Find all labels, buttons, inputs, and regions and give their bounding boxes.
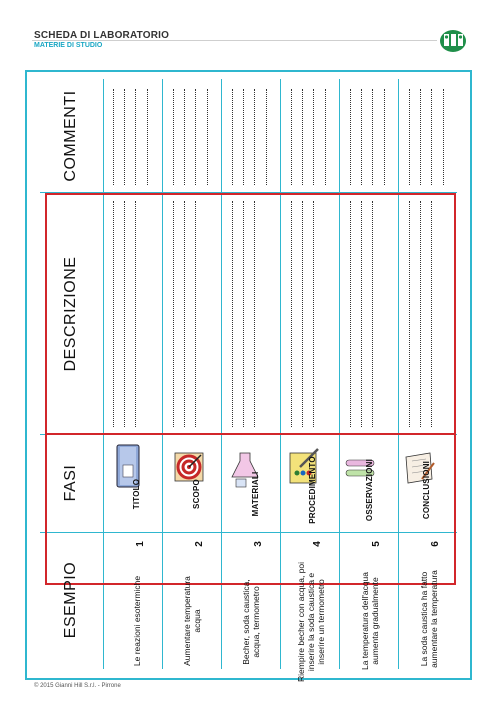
row-number: 4 [311,541,323,547]
header-esempio: ESEMPIO [62,561,79,639]
dvd-logo-icon [438,26,468,54]
comment-line [135,89,136,185]
description-line [243,201,244,427]
description-line [135,201,136,427]
comment-line [113,89,114,185]
comment-line [325,89,326,185]
header-descrizione: DESCRIZIONE [62,256,79,372]
fase-label: OSSERVAZIONI [364,458,374,522]
description-line [291,201,292,427]
description-line [302,201,303,427]
description-line [232,201,233,427]
comment-line [302,89,303,185]
description-line [173,201,174,427]
example-text: La temperatura dell'acqua aumenta gradualmente [359,571,380,671]
example-text: La soda caustica ha fatto aumentare la temperatura [418,570,439,668]
highlight-divider [45,433,456,435]
header-rule [32,40,437,41]
fase-label: SCOPO [191,479,201,509]
fasi-descrizione-highlight [45,193,456,585]
comment-line [350,89,351,185]
description-line [361,201,362,427]
description-line [254,201,255,427]
comment-line [431,89,432,185]
comment-line [207,89,208,185]
comment-line [147,89,148,185]
description-line [409,201,410,427]
description-line [372,201,373,427]
row-number: 5 [370,541,382,547]
description-line [431,201,432,427]
copyright-footer: © 2015 Gianni Hill S.r.l. - Pirrone [34,683,121,689]
comment-line [443,89,444,185]
comment-line [195,89,196,185]
comment-line [232,89,233,185]
comment-line [173,89,174,185]
header-commenti: COMMENTI [62,90,79,182]
comment-line [409,89,410,185]
comment-line [384,89,385,185]
comment-line [361,89,362,185]
description-line [184,201,185,427]
comment-line [291,89,292,185]
row-number: 1 [134,541,146,547]
header-title: SCHEDA DI LABORATORIO [34,30,170,41]
header-fasi: FASI [62,464,79,502]
header-subtitle: MATERIE DI STUDIO [34,42,103,49]
comment-line [266,89,267,185]
fase-label: PROCEDIMENTO [307,456,317,524]
fase-label: MATERIALI [250,471,260,517]
comment-line [254,89,255,185]
comment-line [184,89,185,185]
fase-label: TITOLO [131,478,141,510]
example-text: Le reazioni esotermiche [131,575,142,667]
description-line [313,201,314,427]
example-text: Aumentare temperatura acqua [181,576,202,666]
description-line [113,201,114,427]
comment-line [124,89,125,185]
row-number: 2 [193,541,205,547]
description-line [350,201,351,427]
row-number: 3 [252,541,264,547]
row-number: 6 [429,541,441,547]
description-line [124,201,125,427]
description-line [420,201,421,427]
comment-line [372,89,373,185]
comment-line [243,89,244,185]
description-line [195,201,196,427]
example-text: Riempire becher con acqua, poi inserire la soda caustica e inserire un termometro [295,561,327,682]
comment-line [313,89,314,185]
comment-line [420,89,421,185]
fase-label: CONCLUSIONI [421,460,431,520]
example-text: Becher, soda caustica, acqua, termometro [240,579,261,665]
lab-sheet-table [40,79,457,682]
